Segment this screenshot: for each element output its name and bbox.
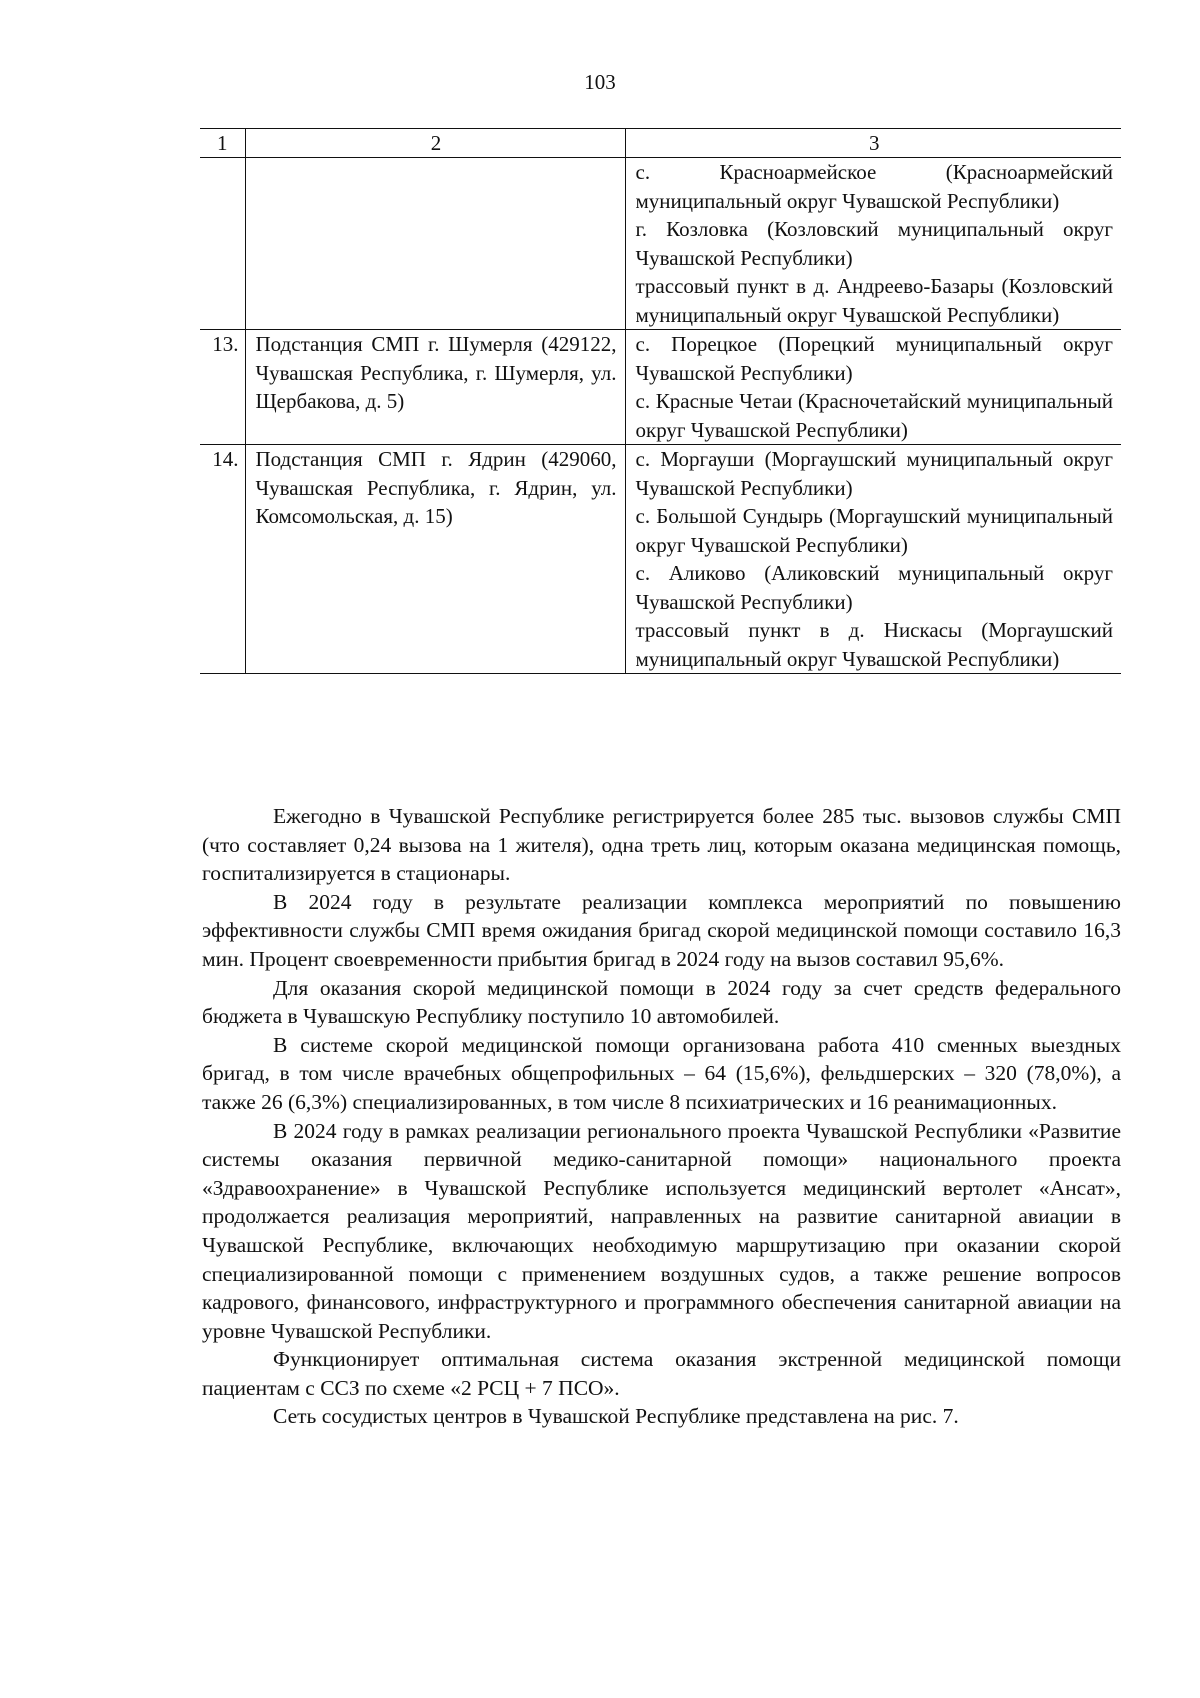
locations-cell <box>625 330 1121 445</box>
column-header-1: 1 <box>200 129 245 158</box>
row-number: 14. <box>200 445 245 674</box>
table-row <box>200 330 1121 445</box>
location-item: с. Моргауши (Моргаушский муниципальный округ Чувашской Республики) <box>635 447 1113 500</box>
paragraph: В 2024 году в рамках реализации регионального проекта Чувашской Республики «Развитие системы оказания первичной медико-санитарной помощи» национального проекта «Здравоохранение» в Чувашской Республике используется медицинский вертолет «Ансат», продолжается реализация мероприятий, направленных на развитие санитарной авиации в Чувашской Республике, включающих необходимую маршрутизацию при оказании скорой специализированной помощи с применением воздушных судов, а также решение вопросов кадрового, финансового, инфраструктурного и программного обеспечения санитарной авиации на уровне Чувашской Республики. <box>202 1118 1121 1343</box>
paragraph: Сеть сосудистых центров в Чувашской Республике представлена на рис. 7. <box>273 1404 959 1429</box>
location-item: трассовый пункт в д. Нискасы (Моргаушский муниципальный округ Чувашской Республики) <box>635 618 1113 671</box>
paragraph: Для оказания скорой медицинской помощи в 2024 году за счет средств федерального бюджета в Чувашскую Республику поступило 10 автомобилей. <box>202 975 1121 1029</box>
locations-cell <box>625 158 1121 330</box>
column-header-3: 3 <box>625 129 1121 158</box>
table-row <box>200 158 1121 330</box>
table-header-row <box>200 129 1121 158</box>
paragraph: В системе скорой медицинской помощи организована работа 410 сменных выездных бригад, в том числе врачебных общепрофильных – 64 (15,6%), фельдшерских – 320 (78,0%), а также 26 (6,3%) специализированных, в том числе 8 психиатрических и 16 реанимационных. <box>202 1032 1121 1114</box>
location-item: с. Большой Сундырь (Моргаушский муниципальный округ Чувашской Республики) <box>635 504 1113 557</box>
location-item: трассовый пункт в д. Андреево-Базары (Козловский муниципальный округ Чувашской Республики) <box>635 274 1113 327</box>
location-item: г. Козловка (Козловский муниципальный округ Чувашской Республики) <box>635 217 1113 270</box>
page-number: 103 <box>584 70 616 94</box>
location-item: с. Аликово (Аликовский муниципальный округ Чувашской Республики) <box>635 561 1113 614</box>
row-number: 13. <box>200 330 245 445</box>
column-header-2: 2 <box>245 129 625 158</box>
substation-cell <box>245 158 625 330</box>
location-item: с. Красноармейское (Красноармейский муниципальный округ Чувашской Республики) <box>635 160 1113 213</box>
body-text <box>202 802 1121 1431</box>
paragraph: В 2024 году в результате реализации комплекса мероприятий по повышению эффективности службы СМП время ожидания бригад скорой медицинской помощи составило 16,3 мин. Процент своевременности прибытия бригад в 2024 году на вызов составил 95,6%. <box>202 889 1121 971</box>
substation-cell: Подстанция СМП г. Шумерля (429122, Чувашская Республика, г. Шумерля, ул. Щербакова, д. 5) <box>245 330 625 445</box>
substations-table <box>200 128 1121 674</box>
paragraph: Ежегодно в Чувашской Республике регистрируется более 285 тыс. вызовов службы СМП (что составляет 0,24 вызова на 1 жителя), одна треть лиц, которым оказана медицинская помощь, госпитализируется в стационары. <box>202 804 1121 886</box>
substation-cell: Подстанция СМП г. Ядрин (429060, Чувашская Республика, г. Ядрин, ул. Комсомольская, д. 15) <box>245 445 625 674</box>
location-item: с. Красные Четаи (Красночетайский муниципальный округ Чувашской Республики) <box>635 389 1113 442</box>
table-row <box>200 445 1121 674</box>
locations-cell <box>625 445 1121 674</box>
paragraph: Функционирует оптимальная система оказания экстренной медицинской помощи пациентам с ССЗ по схеме «2 РСЦ + 7 ПСО». <box>202 1347 1121 1400</box>
row-number <box>200 158 245 330</box>
location-item: с. Порецкое (Порецкий муниципальный округ Чувашской Республики) <box>635 332 1113 385</box>
